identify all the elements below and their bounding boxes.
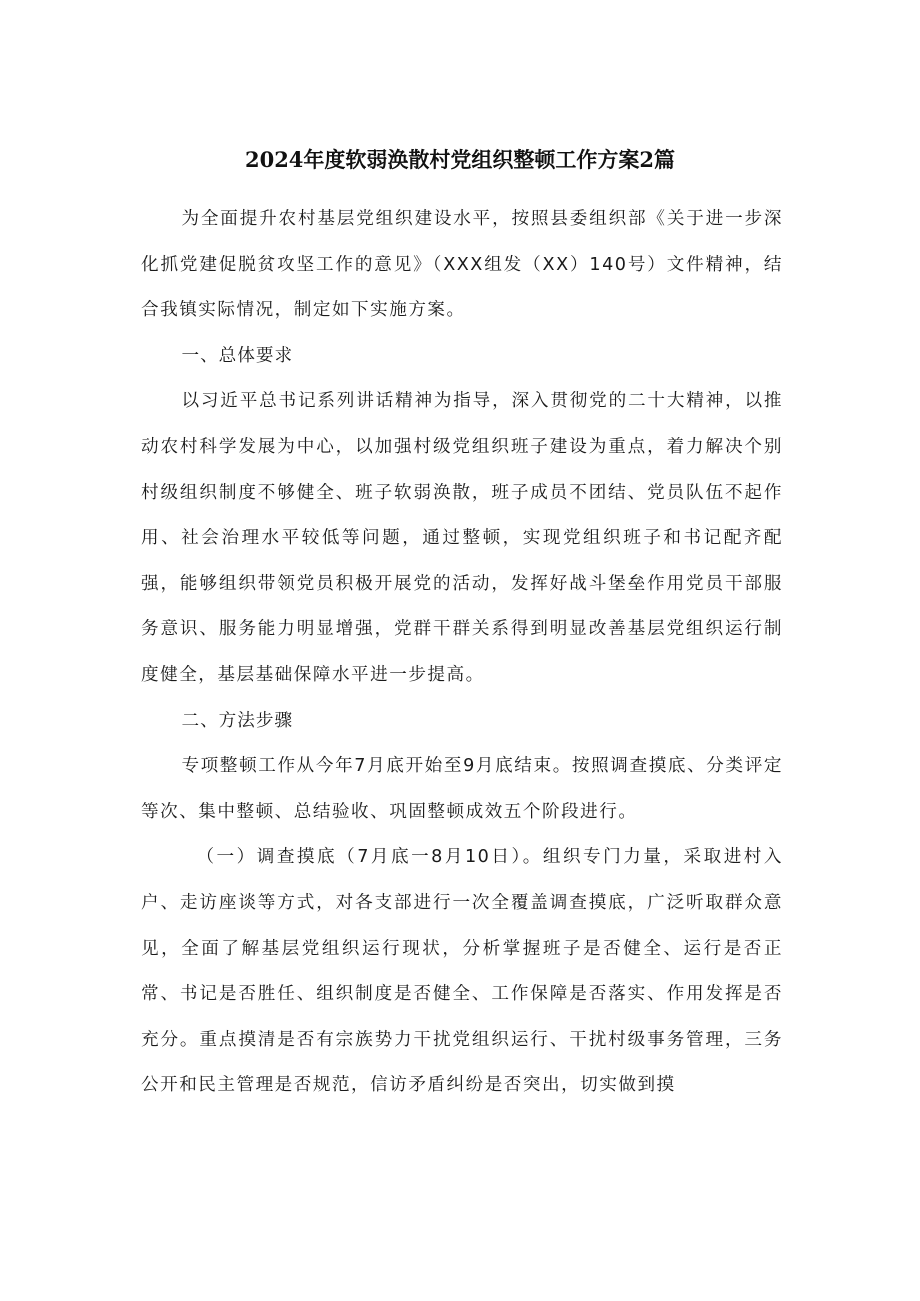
intro-paragraph: 为全面提升农村基层党组织建设水平，按照县委组织部《关于进一步深化抓党建促脱贫攻坚工作的意见》（XXX组发（XX）140号）文件精神，结合我镇实际情况，制定如下实施方案。 (141, 209, 783, 321)
document-title: 2024年度软弱涣散村党组织整顿工作方案2篇 (244, 147, 676, 172)
method-steps-paragraph: 专项整顿工作从今年7月底开始至9月底结束。按照调查摸底、分类评定等次、集中整顿、总结验收、巩固整顿成效五个阶段进行。 (141, 756, 783, 822)
document-body (141, 197, 783, 1109)
general-requirements-paragraph: 以习近平总书记系列讲话精神为指导，深入贯彻党的二十大精神，以推动农村科学发展为中心，以加强村级党组织班子建设为重点，着力解决个别村级组织制度不够健全、班子软弱涣散，班子成员不团结、党员队伍不起作用、社会治理水平较低等问题，通过整顿，实现党组织班子和书记配齐配强，能够组织带领党员积极开展党的活动，发挥好战斗堡垒作用党员干部服务意识、服务能力明显增强，党群干群关系得到明显改善基层党组织运行制度健全，基层基础保障水平进一步提高。 (141, 391, 783, 685)
survey-step-paragraph: （一）调查摸底（7月底一8月10日）。组织专门力量，采取进村入户、走访座谈等方式，对各支部进行一次全覆盖调查摸底，广泛听取群众意见，全面了解基层党组织运行现状，分析掌握班子是否健全、运行是否正常、书记是否胜任、组织制度是否健全、工作保障是否落实、作用发挥是否充分。重点摸清是否有宗族势力干扰党组织运行、干扰村级事务管理，三务公开和民主管理是否规范，信访矛盾纠纷是否突出，切实做到摸 (141, 847, 783, 1096)
section-heading-method-steps: 二、方法步骤 (181, 710, 294, 731)
section-heading-general-requirements: 一、总体要求 (181, 345, 294, 366)
